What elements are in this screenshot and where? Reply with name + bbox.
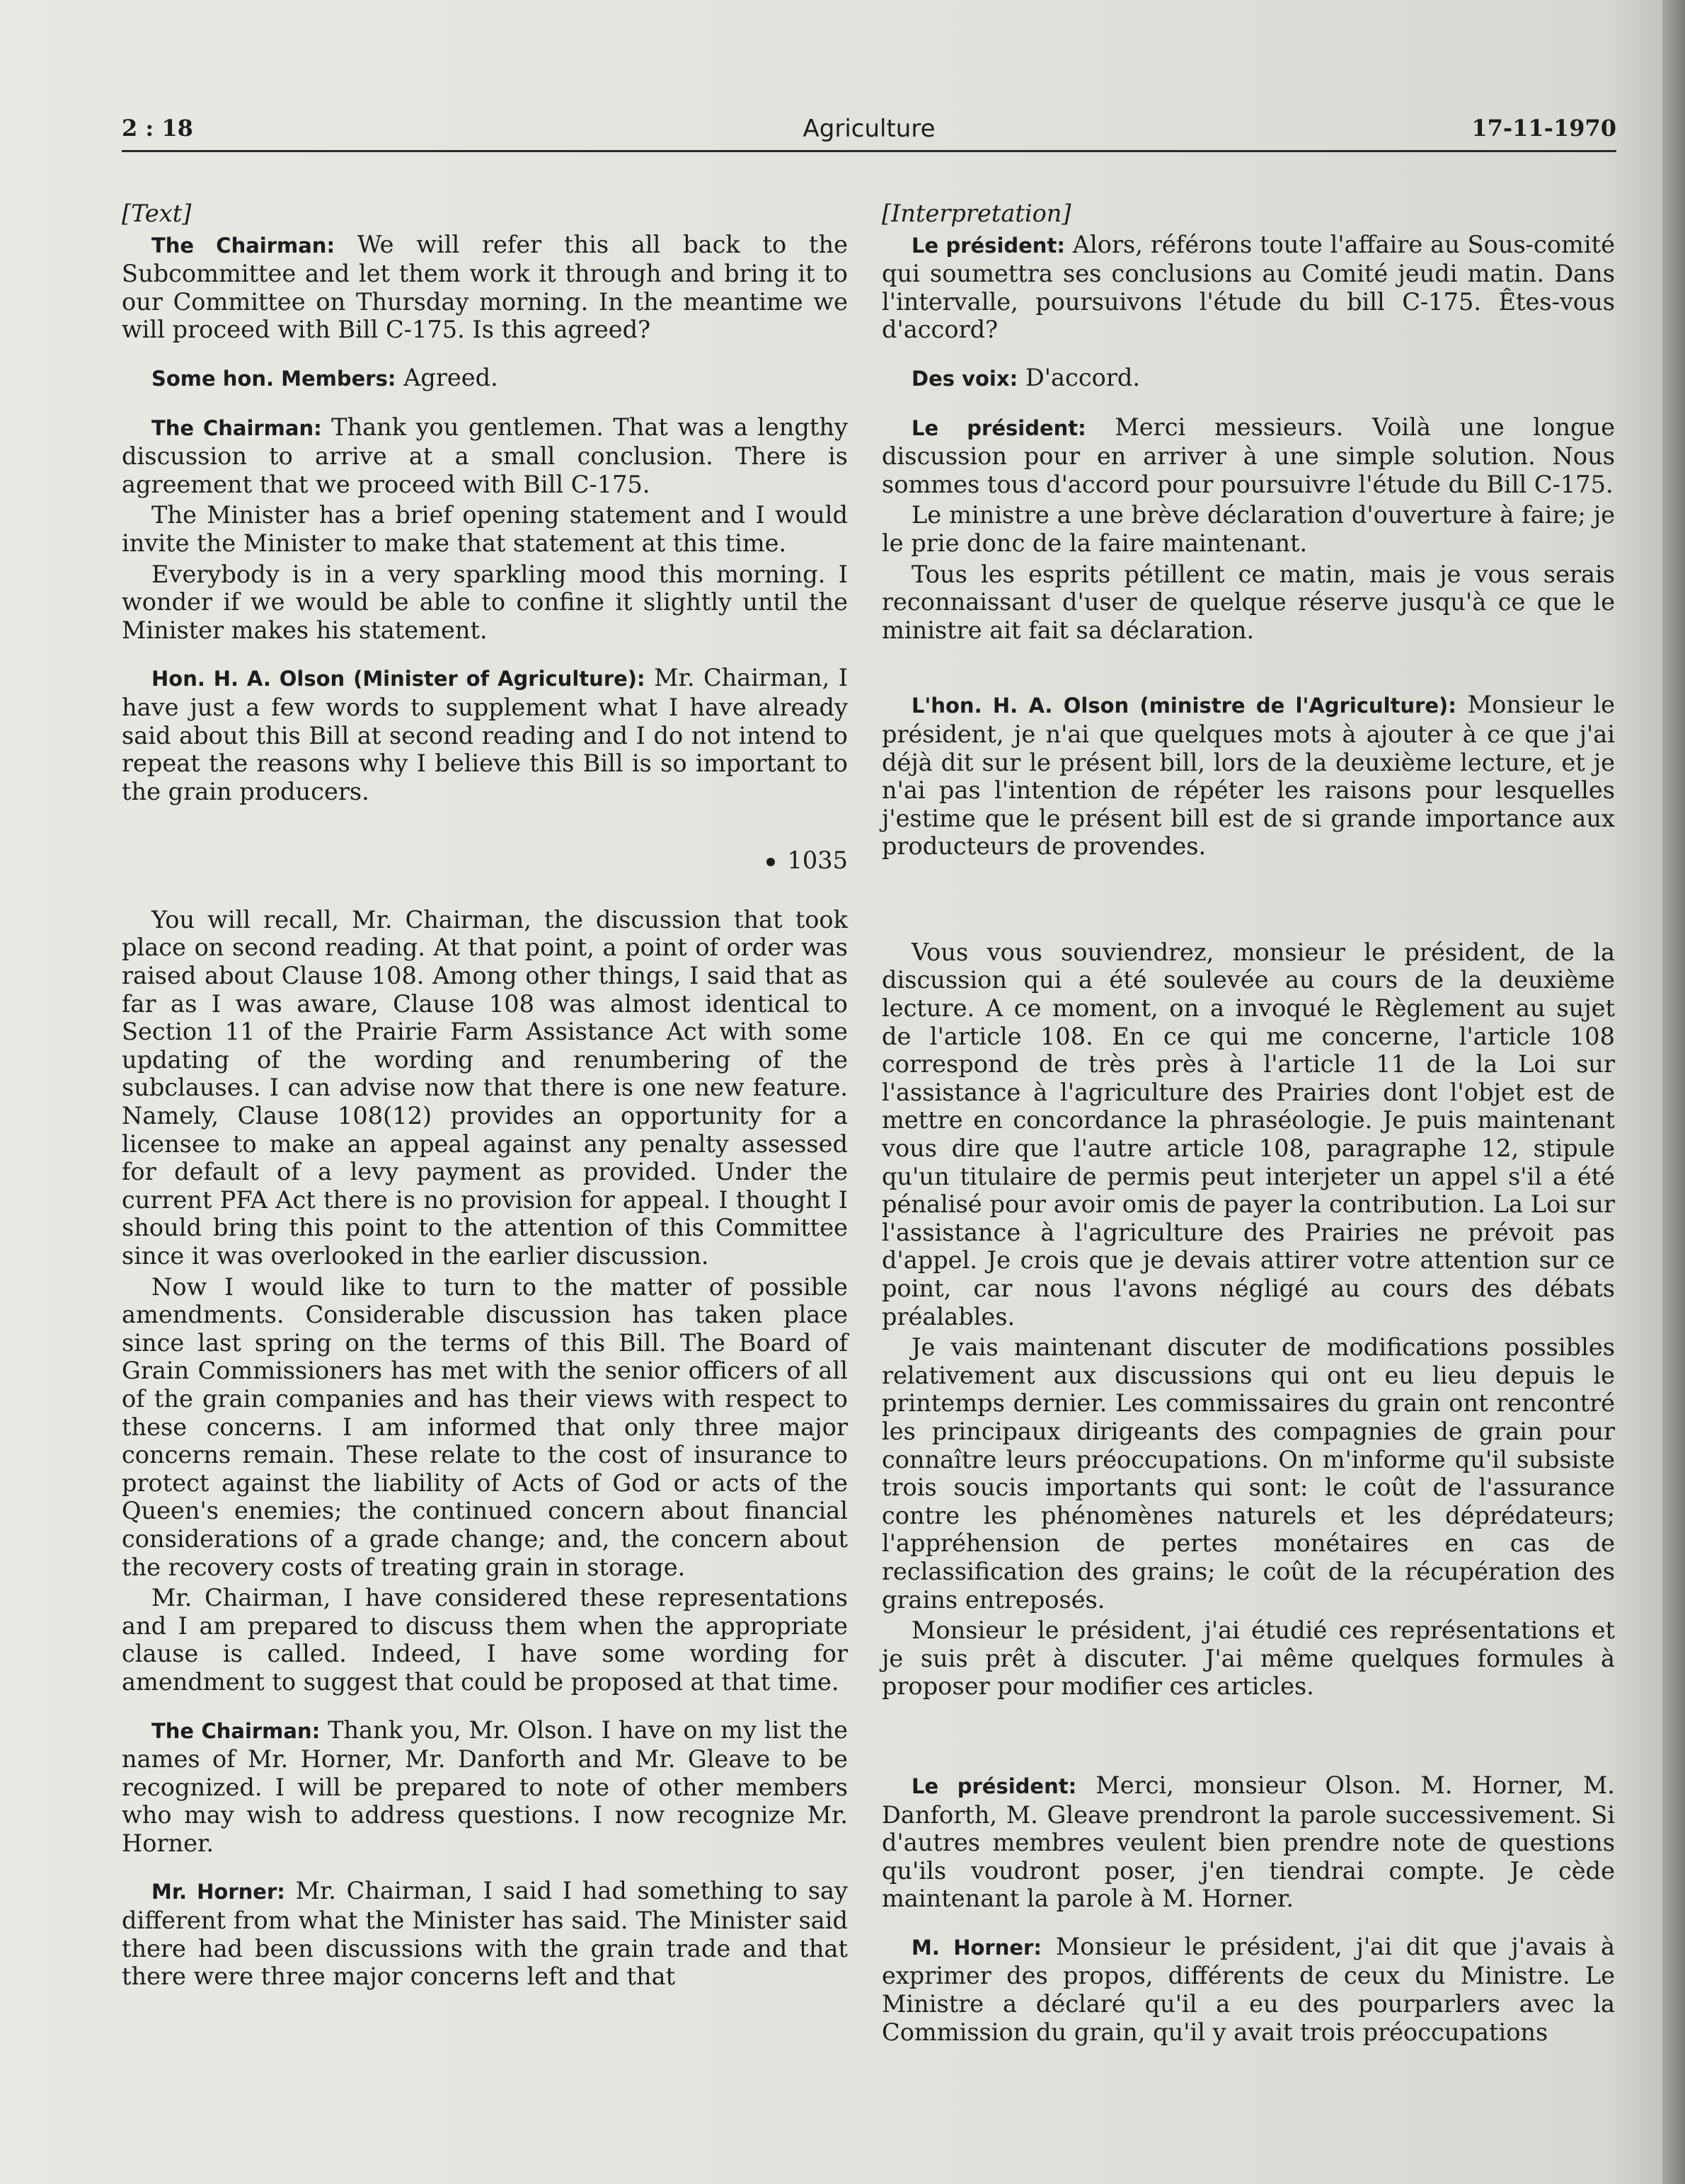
time-marker <box>122 846 848 875</box>
speaker-name: M. Horner: <box>911 1935 1042 1960</box>
paragraph: Monsieur le président, j'ai étudié ces représentations et je suis prêt à discuter. J'ai même quelques formules à proposer pour modifier ces articles. <box>882 1616 1615 1701</box>
speech-text: Mr. Chairman, I have just a few words to supplement what I have already said about this Bill at second reading and I do not intend to repeat the reasons why I believe this Bill is so important to the grain producers. <box>122 664 848 805</box>
speaker-name: Le président: <box>911 1774 1077 1798</box>
speaker-name: Some hon. Members: <box>151 366 396 391</box>
bullet-icon <box>766 858 775 866</box>
paragraph: Everybody is in a very sparkling mood this morning. I wonder if we would be able to confine it slightly until the Minister makes his statement. <box>122 560 848 644</box>
running-title: Agriculture <box>803 115 936 143</box>
paragraph <box>122 1877 848 1990</box>
speech-text: Alors, référons toute l'affaire au Sous-comité qui soumettra ses conclusions au Comité jeudi matin. Dans l'intervalle, poursuivons l'étude du bill C-175. Êtes-vous d'accord? <box>882 230 1615 344</box>
speech-text: Agreed. <box>396 363 498 391</box>
paragraph: Vous vous souviendrez, monsieur le président, de la discussion qui a été soulevée au cours de la deuxième lecture. A ce moment, on a invoqué le Règlement au sujet de l'article 108. En ce qui me concerne, l'article 108 correspond de très près à l'article 11 de la Loi sur l'assistance à l'agriculture des Prairies dont l'objet est de mettre en concordance la phraséologie. Je puis maintenant vous dire que l'autre article 108, paragraphe 12, stipule qu'un titulaire de permis peut interjeter un appel s'il a été pénalisé pour avoir omis de payer la contribution. La Loi sur l'assistance à l'agriculture des Prairies ne prévoit pas d'appel. Je crois que je devais attirer votre attention sur ce point, car nous l'avons négligé au cours des débats préalables. <box>882 938 1615 1330</box>
speech-text: Monsieur le président, je n'ai que quelques mots à ajouter à ce que j'ai déjà dit sur le présent bill, lors de la deuxième lecture, et je n'ai pas l'intention de répéter les raisons pour lesquelles j'estime que le présent bill est de si grande importance aux producteurs de provendes. <box>882 691 1616 861</box>
paragraph <box>122 1716 848 1858</box>
paragraph <box>882 413 1615 499</box>
header-rule <box>122 150 1616 152</box>
paragraph <box>122 664 848 805</box>
speaker-name: The Chairman: <box>151 415 322 440</box>
speaker-name: The Chairman: <box>151 233 335 258</box>
language-tag: [Interpretation] <box>882 200 1071 227</box>
paragraph <box>882 1933 1615 2046</box>
paragraph: You will recall, Mr. Chairman, the discussion that took place on second reading. At that point, a point of order was raised about Clause 108. Among other things, I said that as far as I was aware, Clause 108 was almost identical to Section 11 of the Prairie Farm Assistance Act with some updating of the wording and renumbering of the subclauses. I can advise now that there is one new feature. Namely, Clause 108(12) provides an opportunity for a licensee to make an appeal against any penalty assessed for default of a levy payment as provided. Under the current PFA Act there is no provision for appeal. I thought I should bring this point to the attention of this Committee since it was overlooked in the earlier discussion. <box>122 905 848 1270</box>
time-marker-value: 1035 <box>787 846 848 875</box>
speech-text: Monsieur le président, j'ai dit que j'avais à exprimer des propos, différents de ceux du Ministre. Le Ministre a déclaré qu'il a eu des pourparlers avec la Commission du grain, qu'il y avait trois préoccupations <box>882 1932 1615 2046</box>
paragraph: Mr. Chairman, I have considered these representations and I am prepared to discuss them when the appropriate clause is called. Indeed, I have some wording for amendment to suggest that could be proposed at that time. <box>122 1584 848 1696</box>
speech-text: Merci, monsieur Olson. M. Horner, M. Danforth, M. Gleave prendront la parole successivement. Si d'autres membres veulent bien prendre note de questions qu'ils voudront poser, j'en tiendrai compte. Je cède maintenant la parole à M. Horner. <box>882 1771 1615 1913</box>
running-header <box>122 115 1616 149</box>
paragraph <box>882 231 1615 344</box>
paragraph: The Minister has a brief opening statement and I would invite the Minister to make that statement at this time. <box>122 501 848 557</box>
french-column <box>882 200 1615 2046</box>
speech-text: Thank you gentlemen. That was a lengthy discussion to arrive at a small conclusion. There is agreement that we proceed with Bill C-175. <box>122 413 848 498</box>
speaker-name: Des voix: <box>911 366 1018 391</box>
speaker-name: L'hon. H. A. Olson (ministre de l'Agriculture): <box>911 694 1456 718</box>
paragraph: Je vais maintenant discuter de modifications possibles relativement aux discussions qui ont eu lieu depuis le printemps dernier. Les commissaires du grain ont rencontré les principaux dirigeants des compagnies de grain pour connaître leurs préoccupations. On m'informe qu'il subsiste trois soucis importants qui sont: le coût de l'assurance contre les phénomènes naturels et les déprédateurs; l'appréhension de pertes monétaires en cas de reclassification des grains; le coût de la récupération des grains entreposés. <box>882 1333 1615 1614</box>
paragraph: Tous les esprits pétillent ce matin, mais je vous serais reconnaissant d'user de quelque réserve jusqu'à ce que le ministre ait fait sa déclaration. <box>882 560 1615 644</box>
paragraph <box>882 691 1615 861</box>
paragraph <box>122 364 848 393</box>
paragraph <box>122 231 848 344</box>
speech-text: D'accord. <box>1018 363 1141 391</box>
paragraph <box>882 364 1615 393</box>
speaker-name: Hon. H. A. Olson (Minister of Agriculture): <box>151 667 645 691</box>
paragraph: Le ministre a une brève déclaration d'ouverture à faire; je le prie donc de la faire maintenant. <box>882 501 1615 557</box>
page-number: 2 : 18 <box>122 115 193 142</box>
speaker-name: The Chairman: <box>151 1718 321 1743</box>
english-column <box>122 200 848 1991</box>
speech-text: We will refer this all back to the Subcommittee and let them work it through and bring it to our Committee on Thursday morning. In the meantime we will proceed with Bill C-175. Is this agreed? <box>122 230 848 344</box>
speech-text: Thank you, Mr. Olson. I have on my list the names of Mr. Horner, Mr. Danforth and Mr. Gleave to be recognized. I will be prepared to note of other members who may wish to address questions. I now recognize Mr. Horner. <box>122 1715 848 1857</box>
speaker-name: Le président: <box>911 415 1086 440</box>
paragraph <box>882 1771 1615 1913</box>
paragraph: Now I would like to turn to the matter of possible amendments. Considerable discussion has taken place since last spring on the terms of this Bill. The Board of Grain Commissioners has met with the senior officers of all of the grain companies and has their views with respect to these concerns. I am informed that only three major concerns remain. These relate to the cost of insurance to protect against the liability of Acts of God or acts of the Queen's enemies; the continued concern about financial considerations of a grade change; and, the concern about the recovery costs of treating grain in storage. <box>122 1272 848 1581</box>
paragraph <box>122 413 848 499</box>
speaker-name: Mr. Horner: <box>151 1880 285 1904</box>
speech-text: Merci messieurs. Voilà une longue discussion pour en arriver à une simple solution. Nous sommes tous d'accord pour poursuivre l'étude du Bill C-175. <box>882 413 1615 498</box>
language-tag: [Text] <box>122 200 192 227</box>
header-date: 17-11-1970 <box>1471 115 1616 142</box>
speech-text: Mr. Chairman, I said I had something to say different from what the Minister has said. The Minister said there had been discussions with the grain trade and that there were three major concerns left and that <box>122 1877 848 1991</box>
book-spine-shadow <box>1662 0 1685 2184</box>
speaker-name: Le président: <box>911 233 1065 258</box>
